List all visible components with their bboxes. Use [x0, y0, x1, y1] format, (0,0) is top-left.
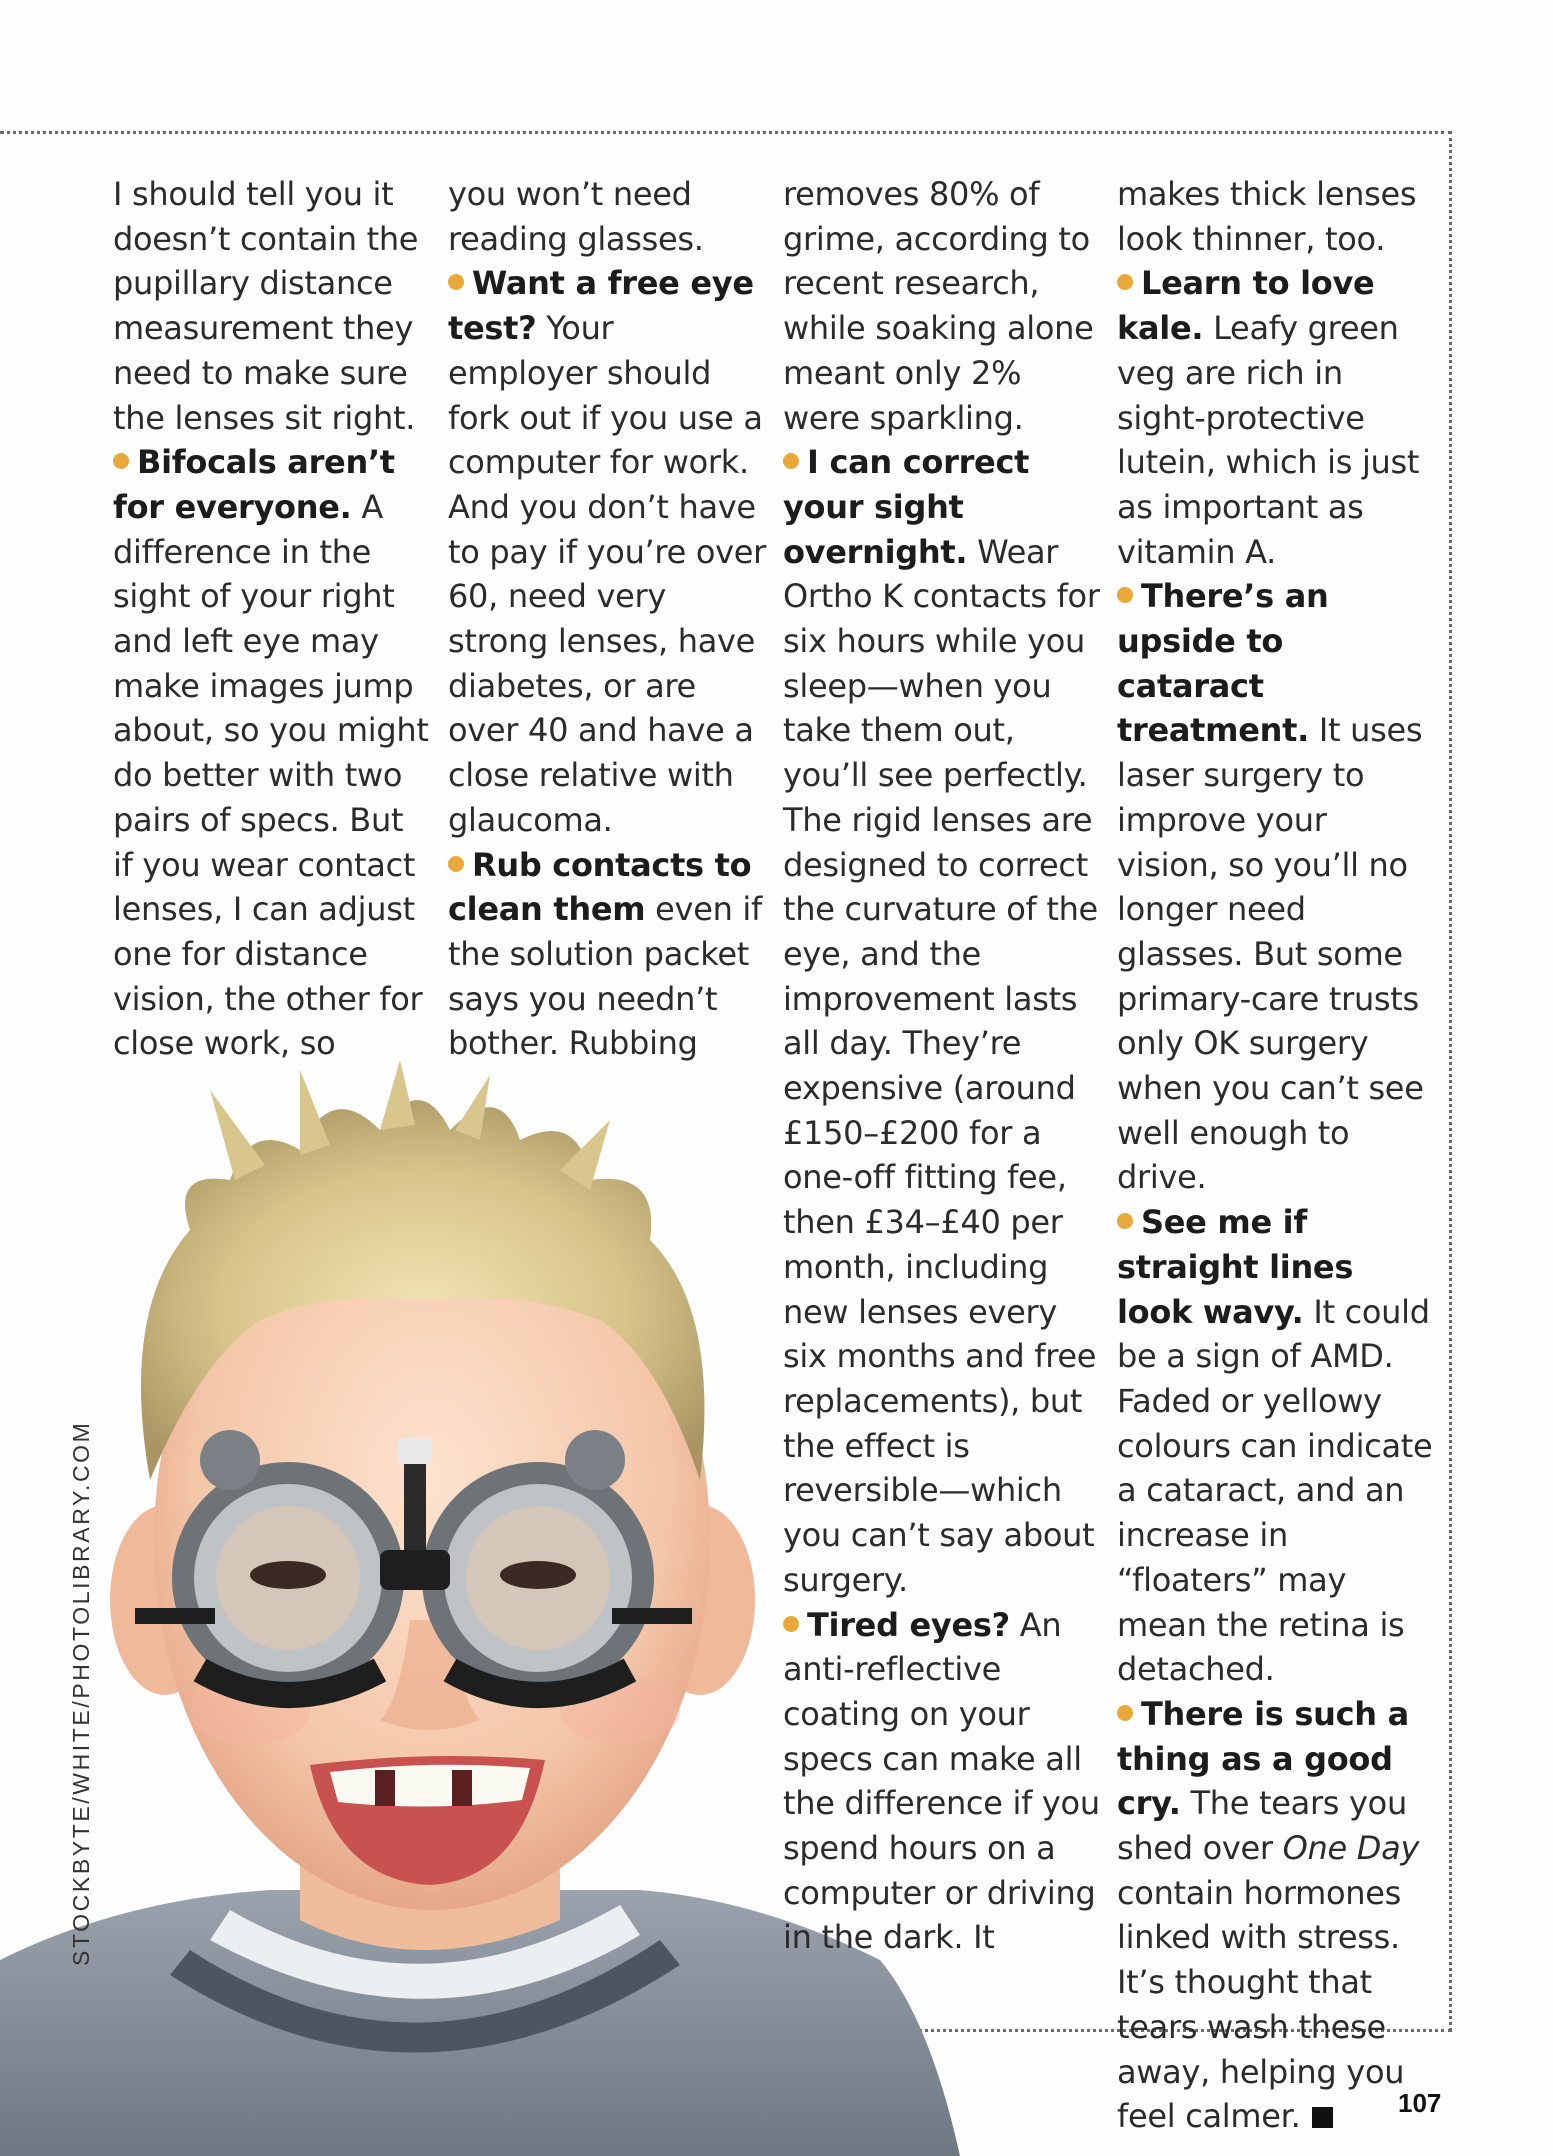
paragraph [1117, 172, 1435, 261]
body-text: you won’t need reading glasses. [448, 175, 704, 258]
title-italic: One Day [1282, 1829, 1420, 1868]
article-column-1 [113, 172, 431, 1066]
tip-heading: Want a free eye test? [448, 264, 754, 348]
body-text: contain hormones linked with stress. It’s thought that tears wash these away, helping you feel calmer. [1117, 1873, 1405, 2136]
article-column-2 [448, 172, 766, 1066]
body-text: Wear Ortho K contacts for six hours while you sleep—when you take them out, you’ll see perfectly. The rigid lenses are designed to correct the curvature of the eye, and the improvement lasts all day. They’re expensive (around £150–£200 for a one-off fitting fee, then £34–£40 per month, including new lenses every six months and free replacements), but the effect is reversible—which you can’t say about surgery. [783, 532, 1100, 1599]
tip-heading: See me if straight lines look wavy. [1117, 1203, 1354, 1331]
tip-item [113, 440, 431, 1066]
tip-heading: Rub contacts to clean them [448, 845, 752, 929]
body-text: It could be a sign of AMD. Faded or yellowy colours can indicate a cataract, and an increase in “floaters” may mean the retina is detached. [1117, 1292, 1433, 1689]
bullet-icon [113, 453, 129, 469]
tip-heading: There is such a thing as a good cry. [1117, 1694, 1409, 1823]
tip-heading: There’s an upside to cataract treatment. [1117, 577, 1329, 750]
article-column-4 [1117, 172, 1435, 2139]
bullet-icon [783, 1616, 799, 1632]
tip-item [448, 843, 766, 1067]
body-text: It uses laser surgery to improve your vision, so you’ll no longer need glasses. But some primary-care trusts only OK surgery when you can’t see well enough to drive. [1117, 711, 1424, 1197]
body-text: even if the solution packet says you needn’t bother. Rubbing [448, 890, 762, 1063]
tip-item [448, 261, 766, 842]
body-text: An anti-reflective coating on your specs can make all the difference if you spend hours on a computer or driving in the dark. It [783, 1605, 1100, 1957]
bullet-icon [1117, 274, 1133, 290]
tip-item [783, 440, 1101, 1602]
tip-item [1117, 261, 1435, 574]
end-mark-icon [1312, 2107, 1333, 2128]
tip-heading: I can correct your sight overnight. [783, 443, 1030, 571]
body-text: The tears you shed over [1117, 1784, 1407, 1868]
tip-item [1117, 1200, 1435, 1692]
tip-item [1117, 1692, 1435, 2139]
bullet-icon [783, 453, 799, 469]
tip-heading: Learn to love kale. [1117, 264, 1375, 348]
tip-item [1117, 574, 1435, 1200]
article-column-3 [783, 172, 1101, 1960]
body-text: removes 80% of grime, according to recent research, while soaking alone meant only 2% were sparkling. [783, 175, 1094, 437]
body-text: A difference in the sight of your right and left eye may make images jump about, so you might do better with two pairs of specs. But if you wear contact lenses, I can adjust one for distance vision, the other for close work, so [113, 487, 429, 1063]
paragraph [783, 172, 1101, 440]
tip-heading: Bifocals aren’t for everyone. [113, 443, 395, 526]
top-dotted-rule [0, 131, 1452, 134]
body-text: Your employer should fork out if you use a computer for work. And you don’t have to pay if you’re over 60, need very strong lenses, have diabetes, or are over 40 and have a close relative with glaucoma. [448, 309, 766, 839]
bullet-icon [448, 274, 464, 290]
paragraph [448, 172, 766, 261]
bullet-icon [1117, 1705, 1133, 1721]
tip-heading: Tired eyes? [807, 1605, 1010, 1644]
page-number: 107 [1398, 2088, 1442, 2118]
photo-credit: STOCKBYTE/WHITE/PHOTOLIBRARY.COM [68, 1420, 94, 1966]
bullet-icon [1117, 1213, 1133, 1229]
bullet-icon [1117, 587, 1133, 603]
body-text: I should tell you it doesn’t contain the pupillary distance measurement they need to make sure the lenses sit right. [113, 175, 419, 437]
body-text: makes thick lenses look thinner, too. [1117, 175, 1417, 258]
paragraph [113, 172, 431, 440]
tip-item [783, 1603, 1101, 1961]
bullet-icon [448, 856, 464, 872]
right-dotted-rule [1449, 131, 1452, 2031]
body-text: Leafy green veg are rich in sight-protective lutein, which is just as important as vitamin A. [1117, 309, 1420, 571]
